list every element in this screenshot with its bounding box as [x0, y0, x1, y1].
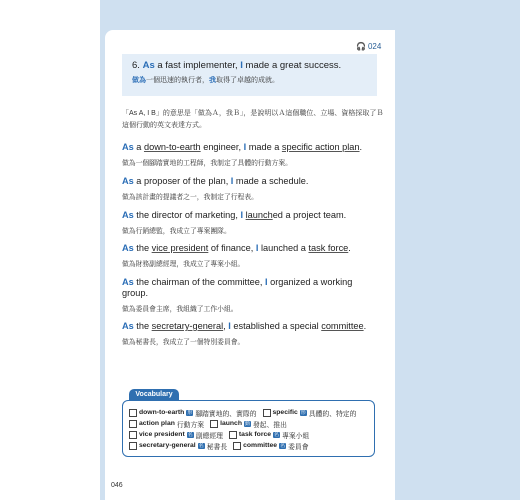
vocab-term: launch	[220, 420, 242, 427]
pos-badge: 形	[300, 409, 306, 416]
headline-zh-text: 取得了卓越的成就。	[216, 77, 279, 84]
sentence-text: ed a project team.	[272, 210, 347, 220]
checkbox-icon[interactable]	[129, 409, 137, 417]
vocab-item[interactable]	[229, 429, 309, 440]
keyword-as: As	[142, 60, 155, 71]
sentence-text: the	[133, 243, 152, 253]
example-sentence	[122, 321, 384, 346]
pos-badge: 名	[280, 442, 286, 449]
page-number: 046	[111, 482, 123, 489]
vocab-item[interactable]	[263, 407, 357, 418]
example-translation: 做為該計畫的提議者之一，我制定了行程表。	[122, 194, 258, 201]
headphones-icon: 🎧	[356, 42, 366, 51]
vocab-definition: 專案小組	[282, 432, 310, 440]
sentence-text: .	[359, 142, 363, 152]
vocab-term: launch	[245, 210, 273, 220]
example-sentence	[122, 142, 384, 167]
checkbox-icon[interactable]	[233, 442, 241, 450]
vocab-term: vice president	[151, 243, 209, 253]
keyword-i: I	[230, 176, 234, 186]
vocab-item[interactable]	[233, 440, 308, 451]
checkbox-icon[interactable]	[129, 420, 137, 428]
vocab-term: committee	[321, 321, 364, 331]
vocab-definition: 副總經理	[195, 432, 223, 440]
audio-track-label: 024	[367, 42, 382, 51]
vocab-definition: 委員會	[288, 443, 309, 451]
keyword-as: As	[122, 277, 134, 287]
vocab-term: task force	[238, 431, 272, 438]
keyword-as: As	[122, 321, 134, 331]
vocab-term: vice president	[139, 431, 185, 438]
headline-text: a fast implementer,	[154, 60, 241, 71]
checkbox-icon[interactable]	[229, 431, 237, 439]
headline-number: 6.	[132, 60, 140, 71]
intro-paragraph: 「As A, I B」的意思是「做為Ａ，我Ｂ」，是說明以Ａ這個職位、立場、資格採取了Ｂ這個行動的英文表達方式。	[122, 110, 384, 129]
keyword-as: As	[122, 210, 134, 220]
vocab-item[interactable]	[129, 440, 227, 451]
example-sentence	[122, 243, 384, 268]
keyword-zh: 我	[209, 77, 216, 84]
sentence-text: a proposer of the plan,	[133, 176, 231, 186]
sentence-text: the director of marketing,	[133, 210, 241, 220]
vocab-term: action plan	[139, 420, 175, 427]
keyword-as: As	[122, 142, 134, 152]
sentence-text: established a special	[230, 321, 322, 331]
vocab-definition: 具體的、特定的	[308, 410, 357, 418]
pos-badge: 名	[274, 431, 280, 438]
example-translation: 做為行銷總監，我成立了專案團隊。	[122, 228, 231, 235]
sentence-text: a	[133, 142, 144, 152]
headline-zh-text: 一個迅速的執行者，	[146, 77, 209, 84]
headline-sentence	[132, 60, 367, 72]
vocab-item[interactable]	[210, 418, 287, 429]
checkbox-icon[interactable]	[210, 420, 218, 428]
example-sentence	[122, 176, 384, 201]
example-sentence	[122, 210, 384, 235]
vocab-definition: 秘書長	[206, 443, 228, 451]
pos-badge: 名	[198, 442, 204, 449]
example-sentence	[122, 277, 362, 313]
keyword-i: I	[240, 60, 243, 71]
pos-badge: 動	[244, 420, 250, 427]
keyword-as: As	[122, 243, 134, 253]
vocab-term: committee	[243, 442, 278, 449]
vocab-term: specific	[272, 409, 298, 416]
vocab-definition: 行動方案	[176, 421, 205, 429]
sentence-text: launched a	[258, 243, 309, 253]
headline-text: made a great success.	[242, 60, 342, 71]
vocab-term: secretary-general	[139, 442, 196, 449]
keyword-i: I	[243, 142, 247, 152]
vocabulary-box	[122, 400, 375, 457]
vocabulary-heading: Vocabulary	[129, 389, 179, 401]
headline-box	[122, 54, 377, 96]
vocab-term: down-to-earth	[143, 142, 201, 152]
keyword-i: I	[265, 277, 268, 287]
audio-track[interactable]	[356, 42, 381, 51]
pos-badge: 名	[187, 431, 193, 438]
sentence-text: the chairman of the committee,	[133, 277, 265, 287]
vocab-term: secretary-general	[151, 321, 224, 331]
example-translation: 做為委員會主席，我組織了工作小組。	[122, 306, 238, 313]
example-translation: 做為秘書長，我成立了一個特別委員會。	[122, 339, 245, 346]
keyword-as: As	[122, 176, 134, 186]
vocab-term: specific action plan	[281, 142, 360, 152]
checkbox-icon[interactable]	[129, 431, 137, 439]
sentence-text: made a schedule.	[233, 176, 309, 186]
sentence-text: engineer,	[200, 142, 244, 152]
headline-translation	[132, 75, 367, 85]
vocab-term: task force	[308, 243, 349, 253]
keyword-zh: 做為	[132, 77, 146, 84]
sentence-text: .	[363, 321, 367, 331]
vocab-item[interactable]	[129, 429, 223, 440]
pos-badge: 形	[187, 409, 193, 416]
vocab-definition: 腳踏實地的、實際的	[195, 410, 257, 418]
sentence-text: the	[133, 321, 152, 331]
sentence-text: of finance,	[208, 243, 256, 253]
checkbox-icon[interactable]	[263, 409, 271, 417]
vocab-definition: 發起、推出	[253, 421, 287, 429]
checkbox-icon[interactable]	[129, 442, 137, 450]
vocab-item[interactable]	[129, 407, 257, 418]
keyword-i: I	[240, 210, 244, 220]
sentence-text: organized a working group.	[122, 277, 353, 298]
sentence-text: ,	[223, 321, 229, 331]
example-translation: 做為財務副總經理，我成立了專案小組。	[122, 261, 245, 268]
vocab-item[interactable]	[129, 418, 204, 429]
vocab-term: down-to-earth	[139, 409, 185, 416]
sentence-text: made a	[246, 142, 282, 152]
keyword-i: I	[255, 243, 259, 253]
sentence-text: .	[348, 243, 351, 253]
keyword-i: I	[228, 321, 231, 331]
example-translation: 做為一個腳踏實地的工程師，我制定了具體的行動方案。	[122, 160, 292, 167]
